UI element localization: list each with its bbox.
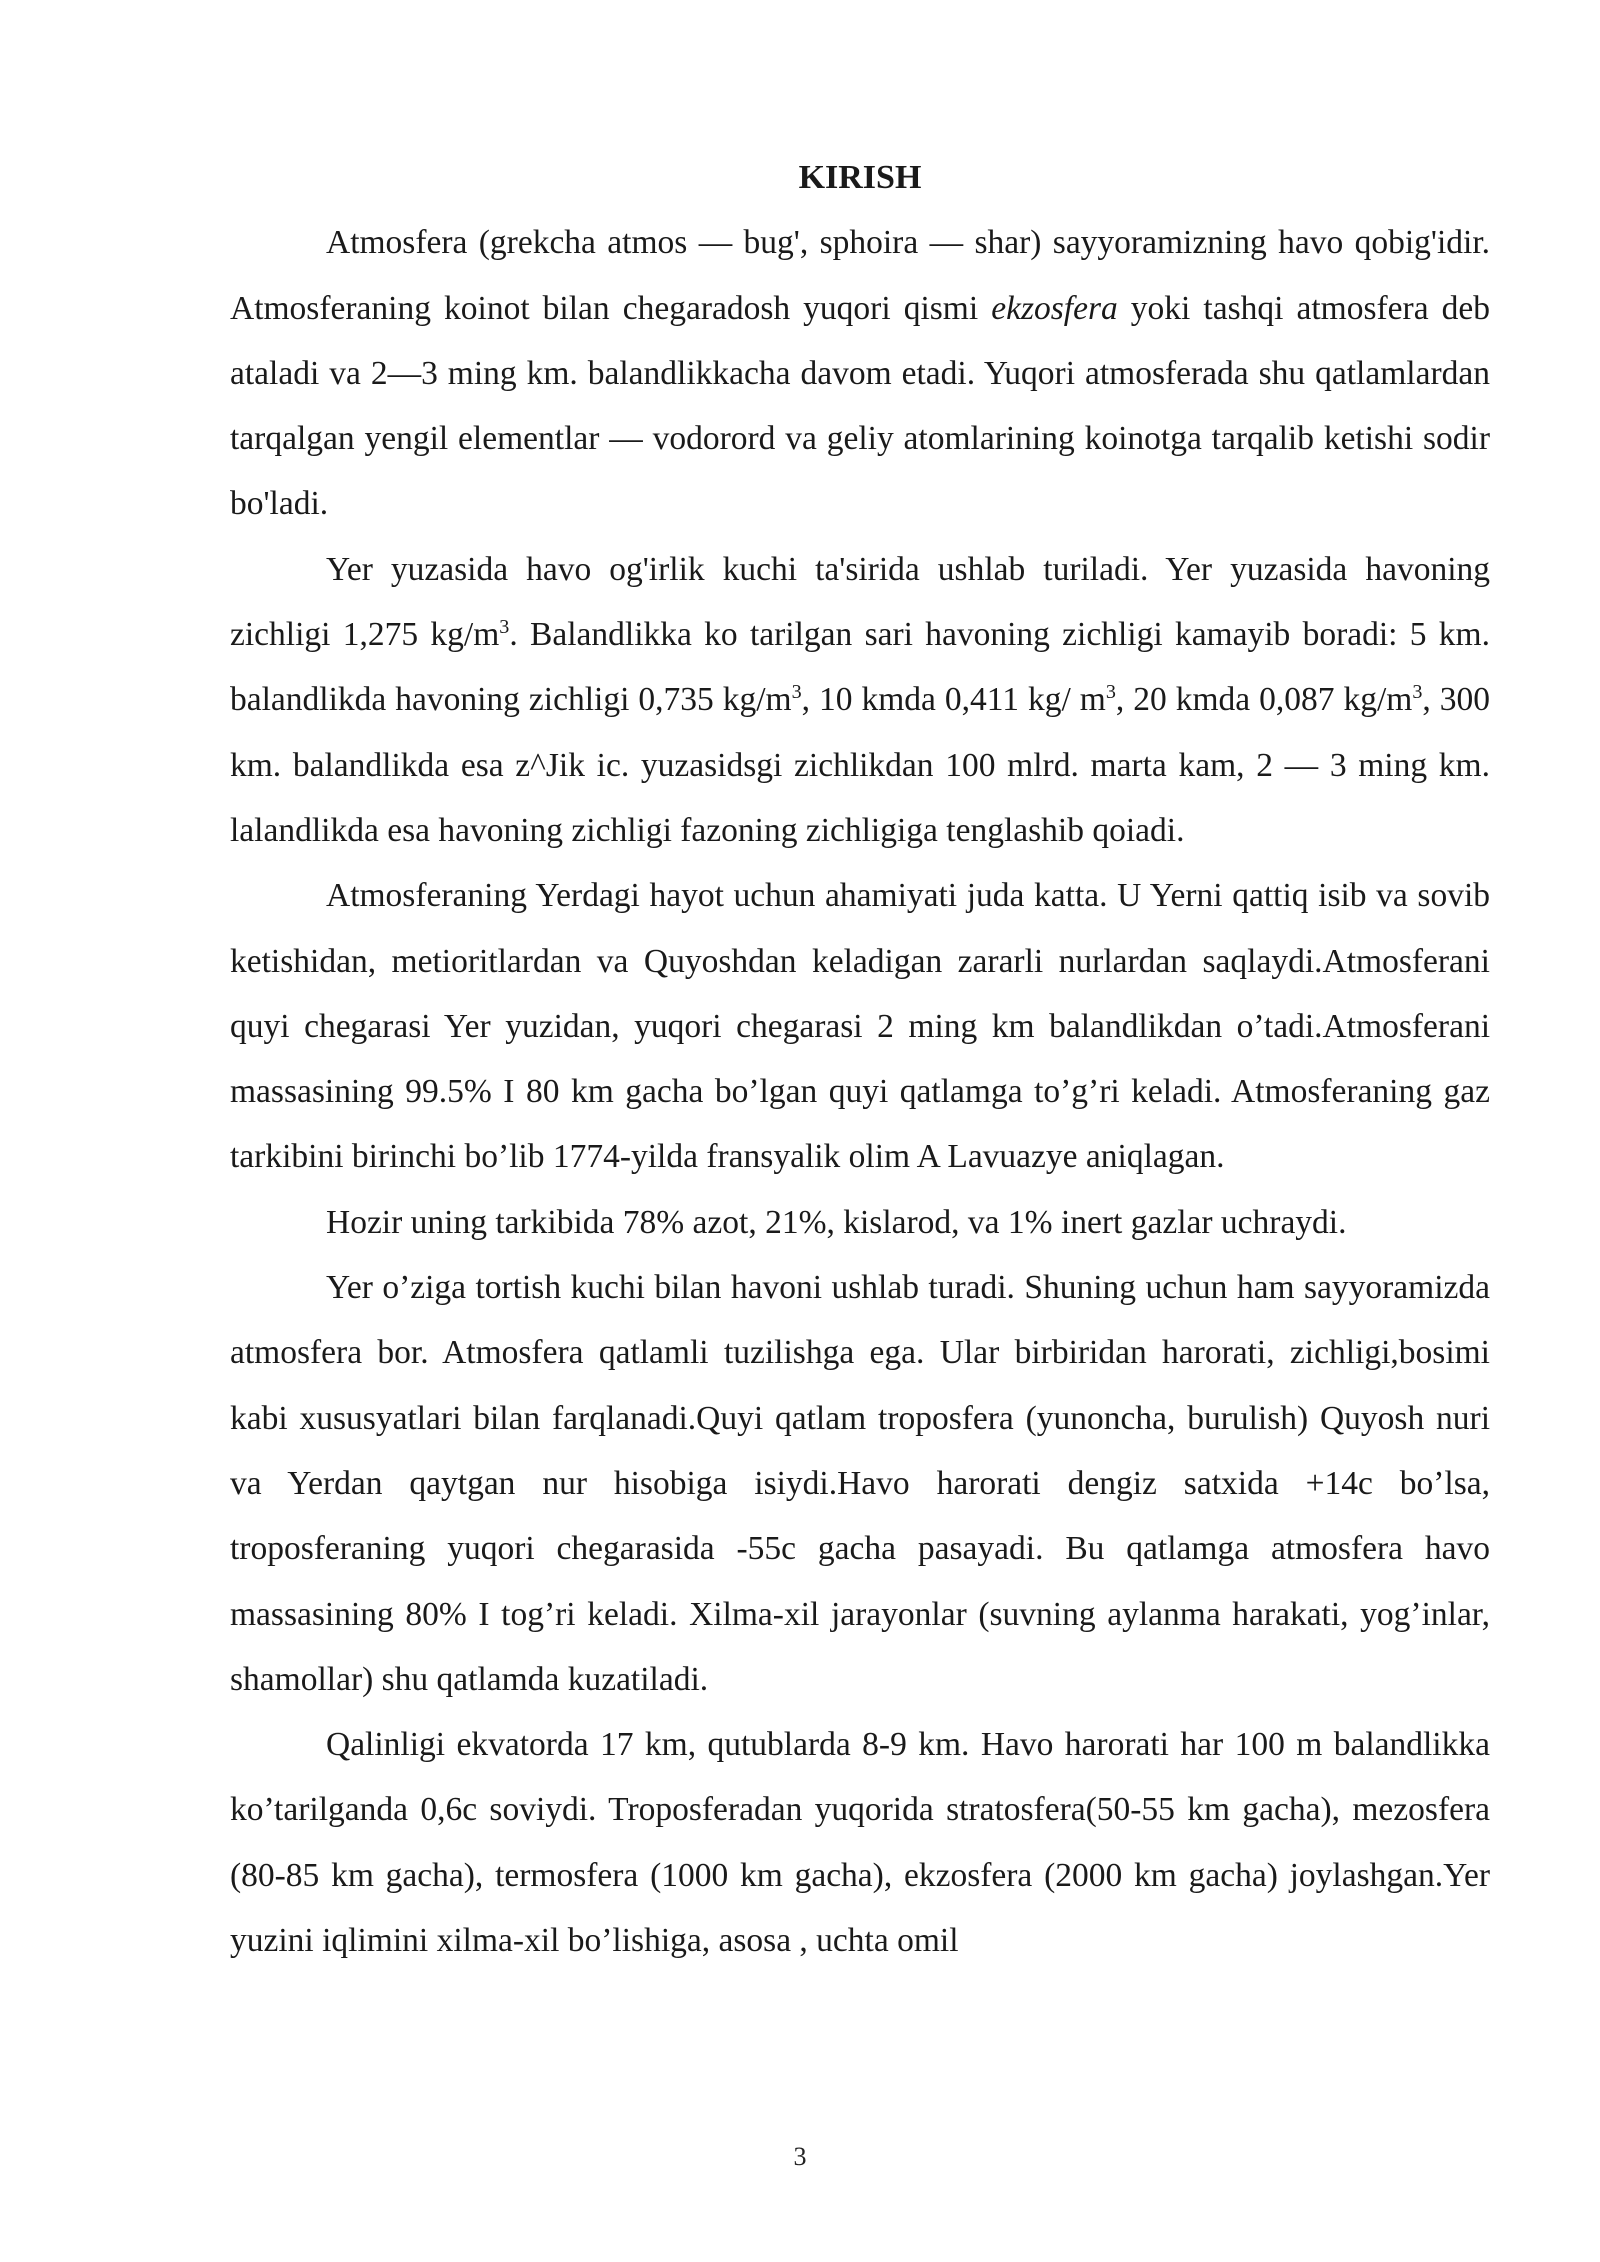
paragraph-text: , 10 kmda 0,411 kg/ m xyxy=(801,681,1106,719)
superscript: 3 xyxy=(499,615,510,638)
paragraph-atmosphere-importance: Atmosferaning Yerdagi hayot uchun ahamiyati juda katta. U Yerni qattiq isib va sovib ketishidan, metioritlardan va Quyoshdan keladigan zararli nurlardan saqlaydi.Atmosferani quyi chegarasi Yer yuzidan, yuqori chegarasi 2 ming km balandlikdan o’tadi.Atmosferani massasining 99.5% I 80 km gacha bo’lgan quyi qatlamga to’g’ri keladi. Atmosferaning gaz tarkibini birinchi bo’lib 1774-yilda fransyalik olim A Lavuazye aniqlagan. xyxy=(230,877,1490,1176)
paragraph-air-density xyxy=(230,537,1490,863)
paragraph-text: yoki tashqi atmosfera deb ataladi va 2—3 ming km. balandlikkacha davom etadi. Yuqori atmosferada shu qatlamlardan tarqalgan yengil elementlar — vodorord va geliy atomlarining koinotga tarqalib ketishi sodir bo'ladi. xyxy=(230,289,1490,523)
paragraph-composition: Hozir uning tarkibida 78% azot, 21%, kislarod, va 1% inert gazlar uchraydi. xyxy=(326,1203,1347,1241)
paragraph-text: , 20 kmda 0,087 kg/m xyxy=(1115,681,1413,719)
superscript: 3 xyxy=(1412,681,1423,704)
paragraph-atmosphere-definition xyxy=(230,210,1490,536)
page-content xyxy=(230,145,1490,1973)
paragraph-text: Atmosfera (grekcha atmos — bug', sphoira — shar) sayyoramizning havo qobig'idir. Atmosferaning koinot bilan chegaradosh yuqori qismi xyxy=(230,224,1490,327)
emphasized-term: ekzosfera xyxy=(991,289,1118,327)
paragraph-troposphere: Yer o’ziga tortish kuchi bilan havoni ushlab turadi. Shuning uchun ham sayyoramizda atmosfera bor. Atmosfera qatlamli tuzilishga ega. Ular birbiridan harorati, zichligi,bosimi kabi xususyatlari bilan farqlanadi.Quyi qatlam troposfera (yunoncha, burulish) Quyosh nuri va Yerdan qaytgan nur hisobiga isiydi.Havo harorati dengiz satxida +14c bo’lsa, troposferaning yuqori chegarasida -55c gacha pasayadi. Bu qatlamga atmosfera havo massasining 80% I tog’ri keladi. Xilma-xil jarayonlar (suvning aylanma harakati, yog’inlar, shamollar) shu qatlamda kuzatiladi. xyxy=(230,1269,1490,1698)
superscript: 3 xyxy=(1105,681,1116,704)
page-title: KIRISH xyxy=(798,159,922,196)
superscript: 3 xyxy=(791,681,802,704)
page-number: 3 xyxy=(793,2142,807,2171)
paragraph-text: , 300 km. balandlikda esa z^Jik ic. yuzasidsgi zichlikdan 100 mlrd. marta kam, 2 — 3 ming km. lalandlikda esa havoning zichligi fazoning zichligiga tenglashib qoiadi. xyxy=(230,681,1490,849)
paragraph-text: . Balandlikka ko tarilgan sari havoning zichligi kamayib boradi: 5 km. balandlikda havoning zichligi 0,735 kg/m xyxy=(230,616,1490,719)
paragraph-layers: Qalinligi ekvatorda 17 km, qutublarda 8-9 km. Havo harorati har 100 m balandlikka ko’tarilganda 0,6c soviydi. Troposferadan yuqorida stratosfera(50-55 km gacha), mezosfera (80-85 km gacha), termosfera (1000 km gacha), ekzosfera (2000 km gacha) joylashgan.Yer yuzini iqlimini xilma-xil bo’lishiga, asosa , uchta omil xyxy=(230,1726,1490,1960)
paragraph-text: Yer yuzasida havo og'irlik kuchi ta'sirida ushlab turiladi. Yer yuzasida havoning zichligi 1,275 kg/m xyxy=(230,550,1490,654)
